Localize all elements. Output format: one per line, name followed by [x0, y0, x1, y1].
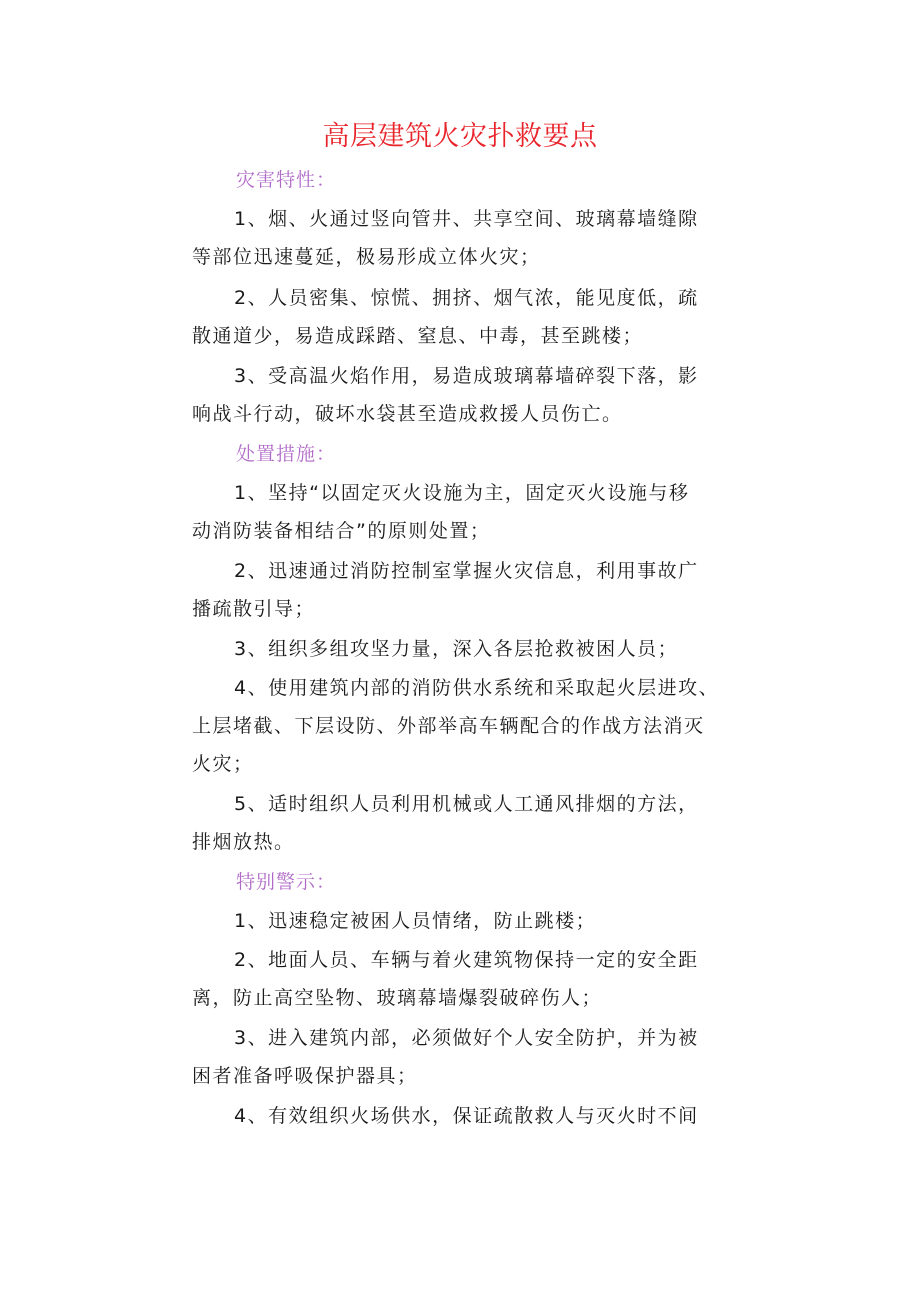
paragraph-line: 播疏散引导；: [192, 598, 316, 620]
paragraph-line: 1、烟、火通过竖向管井、共享空间、玻璃幕墙缝隙: [234, 208, 699, 230]
paragraph-line: 排烟放热。: [192, 831, 295, 853]
document-title: 高层建筑火灾扑救要点: [322, 121, 598, 152]
paragraph-line: 火灾；: [192, 753, 254, 775]
paragraph-line: 响战斗行动，破坏水袋甚至造成救援人员伤亡。: [192, 403, 623, 425]
section-heading-measures: 处置措施：: [236, 443, 337, 465]
paragraph-line: 离，防止高空坠物、玻璃幕墙爆裂破碎伤人；: [192, 987, 603, 1009]
paragraph-line: 上层堵截、下层设防、外部举高车辆配合的作战方法消灭: [192, 715, 705, 737]
paragraph-line: 4、有效组织火场供水，保证疏散救人与灭火时不间: [234, 1105, 699, 1127]
paragraph-line: 3、进入建筑内部，必须做好个人安全防护，并为被: [234, 1027, 699, 1049]
paragraph-line: 散通道少，易造成踩踏、窒息、中毒，甚至跳楼；: [192, 325, 644, 347]
section-heading-hazard: 灾害特性：: [236, 169, 337, 191]
paragraph-line: 困者准备呼吸保护器具；: [192, 1065, 418, 1087]
paragraph-line: 3、受高温火焰作用，易造成玻璃幕墙碎裂下落，影: [234, 365, 699, 387]
paragraph-line: 3、组织多组攻坚力量，深入各层抢救被困人员；: [234, 638, 679, 660]
section-heading-warning: 特别警示：: [236, 871, 337, 893]
paragraph-line: 等部位迅速蔓延，极易形成立体火灾；: [192, 246, 541, 268]
paragraph-line: 动消防装备相结合”的原则处置；: [192, 520, 491, 542]
paragraph-line: 1、迅速稳定被困人员情绪，防止跳楼；: [234, 910, 597, 932]
paragraph-line: 1、坚持“以固定灭火设施为主，固定灭火设施与移: [234, 482, 690, 504]
paragraph-line: 2、人员密集、惊慌、拥挤、烟气浓，能见度低，疏: [234, 287, 699, 309]
paragraph-line: 4、使用建筑内部的消防供水系统和采取起火层进攻、: [234, 677, 720, 699]
paragraph-line: 2、迅速通过消防控制室掌握火灾信息，利用事故广: [234, 560, 699, 582]
paragraph-line: 5、适时组织人员利用机械或人工通风排烟的方法，: [234, 793, 699, 815]
paragraph-line: 2、地面人员、车辆与着火建筑物保持一定的安全距: [234, 949, 699, 971]
